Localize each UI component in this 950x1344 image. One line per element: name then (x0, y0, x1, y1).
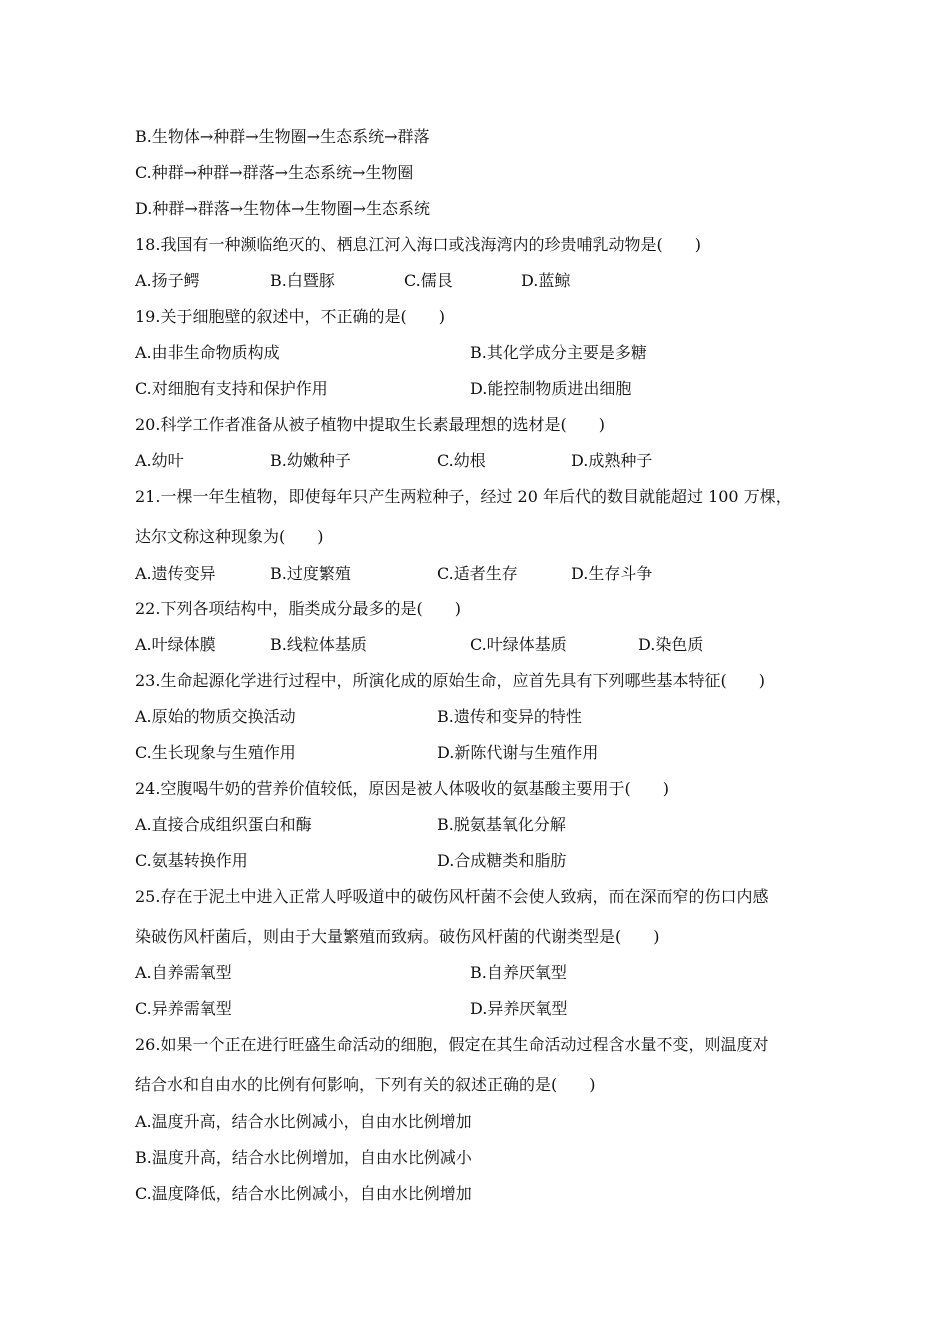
q23-stem: 23.生命起源化学进行过程中，所演化成的原始生命，应首先具有下列哪些基本特征( ) (135, 671, 765, 690)
q18-option-d: D.蓝鲸 (521, 271, 571, 290)
q17-option-d: D.种群→群落→生物体→生物圈→生态系统 (135, 199, 430, 218)
q18-option-c: C.儒艮 (404, 271, 453, 290)
q19-stem: 19.关于细胞壁的叙述中，不正确的是( ) (135, 307, 445, 326)
q18-option-a: A.扬子鳄 (135, 271, 200, 290)
q22-option-a: A.叶绿体膜 (135, 635, 216, 654)
q19-option-c: C.对细胞有支持和保护作用 (135, 379, 328, 398)
q20-option-a: A.幼叶 (135, 451, 184, 470)
q24-option-c: C.氨基转换作用 (135, 851, 248, 870)
q26-option-c: C.温度降低，结合水比例减小，自由水比例增加 (135, 1184, 472, 1203)
q26-stem-line1: 26.如果一个正在进行旺盛生命活动的细胞，假定在其生命活动过程含水量不变，则温度对 (135, 1035, 769, 1054)
q21-option-d: D.生存斗争 (571, 564, 653, 583)
q25-option-d: D.异养厌氧型 (470, 999, 568, 1018)
q26-stem-line2: 结合水和自由水的比例有何影响，下列有关的叙述正确的是( ) (135, 1075, 596, 1094)
q22-stem: 22.下列各项结构中，脂类成分最多的是( ) (135, 599, 461, 618)
q23-option-b: B.遗传和变异的特性 (437, 707, 582, 726)
q24-stem: 24.空腹喝牛奶的营养价值较低，原因是被人体吸收的氨基酸主要用于( ) (135, 779, 669, 798)
q24-option-a: A.直接合成组织蛋白和酶 (135, 815, 312, 834)
q23-option-c: C.生长现象与生殖作用 (135, 743, 296, 762)
q19-option-a: A.由非生命物质构成 (135, 343, 280, 362)
q24-option-b: B.脱氨基氧化分解 (437, 815, 566, 834)
q21-option-c: C.适者生存 (437, 564, 518, 583)
q26-option-a: A.温度升高，结合水比例减小，自由水比例增加 (135, 1112, 472, 1131)
q18-stem: 18.我国有一种濒临绝灭的、栖息江河入海口或浅海湾内的珍贵哺乳动物是( ) (135, 235, 701, 254)
q17-option-b: B.生物体→种群→生物圈→生态系统→群落 (135, 127, 430, 146)
q23-option-d: D.新陈代谢与生殖作用 (437, 743, 599, 762)
q18-option-b: B.白暨豚 (270, 271, 335, 290)
q21-option-a: A.遗传变异 (135, 564, 216, 583)
q20-option-c: C.幼根 (437, 451, 486, 470)
q25-stem-line1: 25.存在于泥土中进入正常人呼吸道中的破伤风杆菌不会使人致病，而在深而窄的伤口内感 (135, 887, 769, 906)
q22-option-c: C.叶绿体基质 (470, 635, 567, 654)
q20-option-d: D.成熟种子 (571, 451, 653, 470)
q23-option-a: A.原始的物质交换活动 (135, 707, 296, 726)
q25-stem-line2: 染破伤风杆菌后，则由于大量繁殖而致病。破伤风杆菌的代谢类型是( ) (135, 927, 660, 946)
q17-option-c: C.种群→种群→群落→生态系统→生物圈 (135, 163, 414, 182)
q25-option-c: C.异养需氧型 (135, 999, 232, 1018)
q22-option-b: B.线粒体基质 (270, 635, 367, 654)
q20-option-b: B.幼嫩种子 (270, 451, 351, 470)
q26-option-b: B.温度升高，结合水比例增加，自由水比例减小 (135, 1148, 472, 1167)
q24-option-d: D.合成糖类和脂肪 (437, 851, 567, 870)
q19-option-d: D.能控制物质进出细胞 (470, 379, 632, 398)
q21-stem-line1: 21.一棵一年生植物，即使每年只产生两粒种子，经过 20 年后代的数目就能超过 100 万棵， (135, 487, 792, 506)
q25-option-a: A.自养需氧型 (135, 963, 232, 982)
q21-stem-line2: 达尔文称这种现象为( ) (135, 527, 324, 546)
q19-option-b: B.其化学成分主要是多糖 (470, 343, 647, 362)
q21-option-b: B.过度繁殖 (270, 564, 351, 583)
q22-option-d: D.染色质 (638, 635, 704, 654)
q20-stem: 20.科学工作者准备从被子植物中提取生长素最理想的选材是( ) (135, 415, 605, 434)
q25-option-b: B.自养厌氧型 (470, 963, 567, 982)
